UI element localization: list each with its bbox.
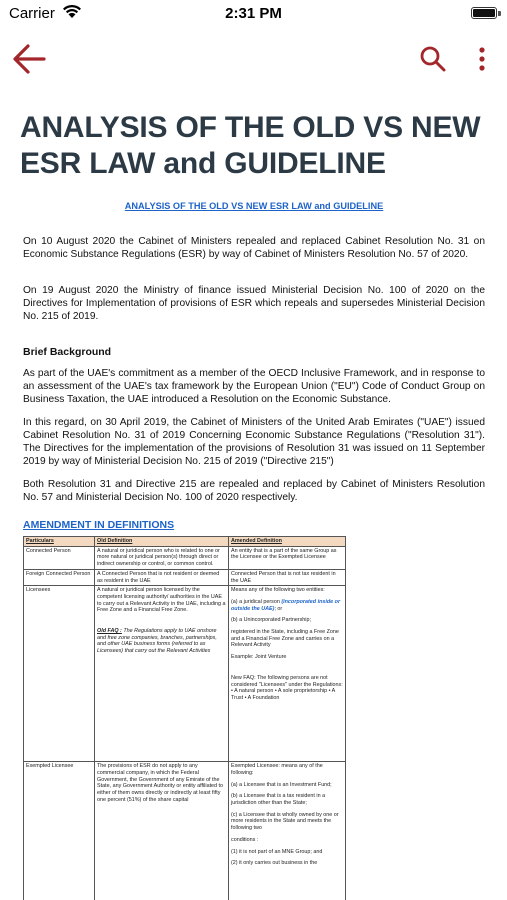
table-cell: Foreign Connected Person <box>24 569 95 585</box>
cell-text: Means any of the following two entities: <box>231 587 325 594</box>
document-subtitle-link[interactable]: ANALYSIS OF THE OLD VS NEW ESR LAW and GUIDELINE <box>124 201 384 211</box>
cell-text: (b) a Unincorporated Partnership; <box>231 617 312 624</box>
paragraph: As part of the UAE's commitment as a member of the OECD Inclusive Framework, and in response to an assessment of the UAE's tax framework by the European Union ("EU") Code of Conduct Group on Business Taxation, the UAE introduced a Resolution on the Economic Substance. <box>23 368 485 405</box>
table-cell <box>95 586 229 762</box>
cell-text: Example: Joint Venture <box>231 654 287 661</box>
arrow-left-icon <box>12 43 46 75</box>
cell-text: New FAQ: The following persons are not considered "Licensees" under the Regulations: • A natural person • A sole proprietorship • A Trust • A Foundation <box>231 674 343 701</box>
table-cell: Licensees <box>24 586 95 762</box>
text-span: ; or <box>274 605 283 612</box>
table-cell <box>229 762 346 900</box>
text-span: (a) a juridical person <box>231 598 280 605</box>
clock-time: 2:31 PM <box>225 5 282 22</box>
search-button[interactable] <box>418 44 448 74</box>
table-cell: A Connected Person that is not resident or deemed as resident in the UAE <box>95 569 229 585</box>
table-cell: Connected Person <box>24 546 95 569</box>
table-cell: Exempted Licensee <box>24 762 95 900</box>
battery-icon <box>471 7 497 19</box>
more-options-button[interactable] <box>472 44 492 74</box>
table-cell: Connected Person that is not tax resident in the UAE <box>229 569 346 585</box>
faq-label: Old FAQ : <box>97 628 122 635</box>
faq-text: The Regulations apply to UAE onshore and free zone companies, branches, partnerships, and other UAE business forms (referred to as Licensees) that carry out the Relevant Activities <box>97 628 217 655</box>
cell-text: (1) it is not part of an MNE Group; and <box>231 848 323 855</box>
cell-text: (b) a Licensee that is a tax resident in a jurisdiction other than the State; <box>231 793 326 807</box>
column-header: Amended Definition <box>229 537 346 547</box>
highlight-text: (incorporated inside or outside the UAE) <box>231 598 341 612</box>
back-button[interactable] <box>12 43 46 75</box>
cell-text: (a) a Licensee that is an Investment Fund; <box>231 781 332 788</box>
cell-text <box>97 628 226 655</box>
carrier-label: Carrier <box>9 5 55 22</box>
amendment-heading: AMENDMENT IN DEFINITIONS <box>23 519 175 531</box>
table-header-row <box>24 537 346 547</box>
battery-tip <box>498 11 501 16</box>
paragraph: On 19 August 2020 the Ministry of finance issued Ministerial Decision No. 100 of 2020 on the Directives for Implementation of provisions of ESR which repeals and supersedes Ministerial Decision No. 215 of 2019. <box>23 285 485 322</box>
document-title: ANALYSIS OF THE OLD VS NEW ESR LAW and GUIDELINE <box>20 111 481 180</box>
cell-text: registered in the State, including a Free Zone and a Financial Free Zone and carries on a Relevant Activity <box>231 629 339 649</box>
column-header: Particulars <box>24 537 95 547</box>
cell-text: conditions : <box>231 836 259 843</box>
table-row <box>24 546 346 569</box>
column-header: Old Definition <box>95 537 229 547</box>
cell-text: (c) a Licensee that is wholly owned by one or more residents in the State and meets the following two <box>231 811 339 832</box>
paragraph: Both Resolution 31 and Directive 215 are repealed and replaced by Cabinet of Ministers Resolution No. 57 and Ministerial Decision No. 100 of 2020 respectively. <box>23 479 485 503</box>
search-icon <box>418 44 448 74</box>
more-vertical-icon <box>472 44 492 74</box>
definitions-table <box>23 536 346 900</box>
table-cell: The provisions of ESR do not apply to any commercial company, in which the Federal Government, the Government of any Emirate of the State, any Government Authority or entity affiliated to either of them owns directly or indirectly at least fifty one percent (51%) of the share capital <box>95 762 229 900</box>
toolbar <box>0 28 507 90</box>
document-body <box>23 200 485 504</box>
cell-text: Exempted Licensee: means any of the following: <box>231 763 323 776</box>
paragraph: On 10 August 2020 the Cabinet of Ministers repealed and replaced Cabinet Resolution No. 31 on Economic Substance Regulations (ESR) by way of Cabinet of Ministers Resolution No. 57 of 2020. <box>23 236 485 260</box>
table-row <box>24 762 346 900</box>
status-bar <box>0 0 507 28</box>
cell-text: (2) it only carries out business in the <box>231 860 318 867</box>
table-row <box>24 569 346 585</box>
table-row <box>24 586 346 762</box>
paragraph: In this regard, on 30 April 2019, the Cabinet of Ministers of the United Arab Emirates ("UAE") issued Cabinet Resolution No. 31 of 2019 Concerning Economic Substance Regulations ("Resolution 31"). The Directives for the implementation of the provisions of Resolution 31 was issued on 11 September 2019 by way of Ministerial Decision No. 215 of 2019 ("Directive 215") <box>23 417 485 467</box>
section-heading: Brief Background <box>23 346 112 358</box>
cell-text <box>231 599 343 612</box>
cell-text: A natural or juridical person licensed by the competent licensing authority/ authorities in the UAE to carry out a Relevant Activity in the UAE, including a Free Zone and a Financial Free Zone. <box>97 587 226 614</box>
table-cell: A natural or juridical person who is related to one or more natural or juridical person(s) through direct or indirect ownership or control, or common control. <box>95 546 229 569</box>
table-cell: An entity that is a part of the same Group as the Licensee or the Exempted Licensee <box>229 546 346 569</box>
table-cell <box>229 586 346 762</box>
